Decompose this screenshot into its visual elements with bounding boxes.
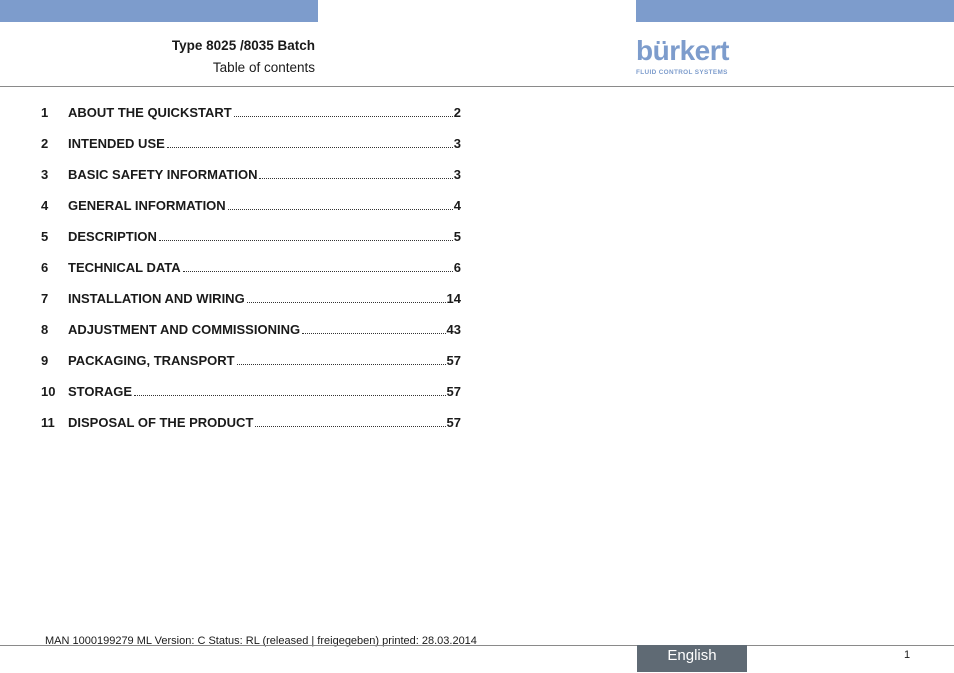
toc-entry[interactable] [41,353,461,384]
toc-entry-title: INSTALLATION AND WIRING [68,291,245,306]
top-color-bar-left [0,0,318,22]
toc-entry-number: 10 [41,384,56,399]
toc-entry-title: GENERAL INFORMATION [68,198,226,213]
toc-entry-number: 2 [41,136,49,151]
toc-entry-page: 43 [446,322,461,337]
toc-entry-title: INTENDED USE [68,136,165,151]
toc-entry-title: ABOUT THE QUICKSTART [68,105,232,120]
toc-dot-leader [228,207,453,210]
toc-dot-leader [183,269,453,272]
toc-entry-page: 57 [446,415,461,430]
logo-tagline: FLUID CONTROL SYSTEMS [636,69,728,76]
toc-entry-page: 3 [453,136,461,151]
toc-entry-number: 11 [41,415,55,430]
toc-entry-page: 57 [446,384,461,399]
language-badge: English [637,645,747,672]
toc-dot-leader [159,238,453,241]
toc-entry-page: 4 [453,198,461,213]
toc-entry[interactable] [41,198,461,229]
toc-entry-page: 57 [446,353,461,368]
page-number: 1 [904,649,911,661]
footer-divider [0,645,954,646]
toc-dot-leader [302,331,445,334]
document-metadata: MAN 1000199279 ML Version: C Status: RL (released | freigegeben) printed: 28.03.2014 [45,635,477,647]
toc-dot-leader [247,300,446,303]
toc-entry-title: DISPOSAL OF THE PRODUCT [68,415,254,430]
burkert-logo [636,35,736,78]
toc-entry-title: ADJUSTMENT AND COMMISSIONING [68,322,301,337]
toc-dot-leader [237,362,446,365]
toc-entry-title: BASIC SAFETY INFORMATION [68,167,258,182]
toc-entry[interactable] [41,384,461,415]
toc-entry-page: 2 [453,105,461,120]
toc-entry[interactable] [41,415,461,446]
toc-dot-leader [234,114,453,117]
toc-entry[interactable] [41,260,461,291]
document-title: Type 8025 /8035 Batch [171,38,315,53]
toc-entry-number: 7 [41,291,49,306]
toc-entry-page: 5 [453,229,461,244]
toc-entry-title: DESCRIPTION [68,229,157,244]
toc-dot-leader [259,176,452,179]
toc-entry[interactable] [41,105,461,136]
toc-dot-leader [167,145,453,148]
toc-entry-number: 6 [41,260,49,275]
toc-entry-number: 8 [41,322,49,337]
toc-entry-page: 3 [453,167,461,182]
toc-entry[interactable] [41,322,461,353]
header-divider [0,86,954,87]
toc-entry-page: 6 [453,260,461,275]
top-color-bar-right [636,0,954,22]
toc-entry-title: STORAGE [68,384,133,399]
toc-dot-leader [255,424,445,427]
toc-entry[interactable] [41,291,461,322]
toc-entry-number: 9 [41,353,49,368]
toc-entry-title: TECHNICAL DATA [68,260,181,275]
section-subtitle: Table of contents [212,60,315,75]
logo-wordmark: bürkert [636,35,729,66]
table-of-contents [41,105,461,446]
toc-dot-leader [134,393,445,396]
toc-entry[interactable] [41,167,461,198]
toc-entry-number: 3 [41,167,49,182]
toc-entry-number: 4 [41,198,49,213]
toc-entry-title: PACKAGING, TRANSPORT [68,353,235,368]
toc-entry[interactable] [41,229,461,260]
toc-entry-number: 1 [41,105,49,120]
toc-entry-page: 14 [446,291,461,306]
toc-entry[interactable] [41,136,461,167]
toc-entry-number: 5 [41,229,49,244]
